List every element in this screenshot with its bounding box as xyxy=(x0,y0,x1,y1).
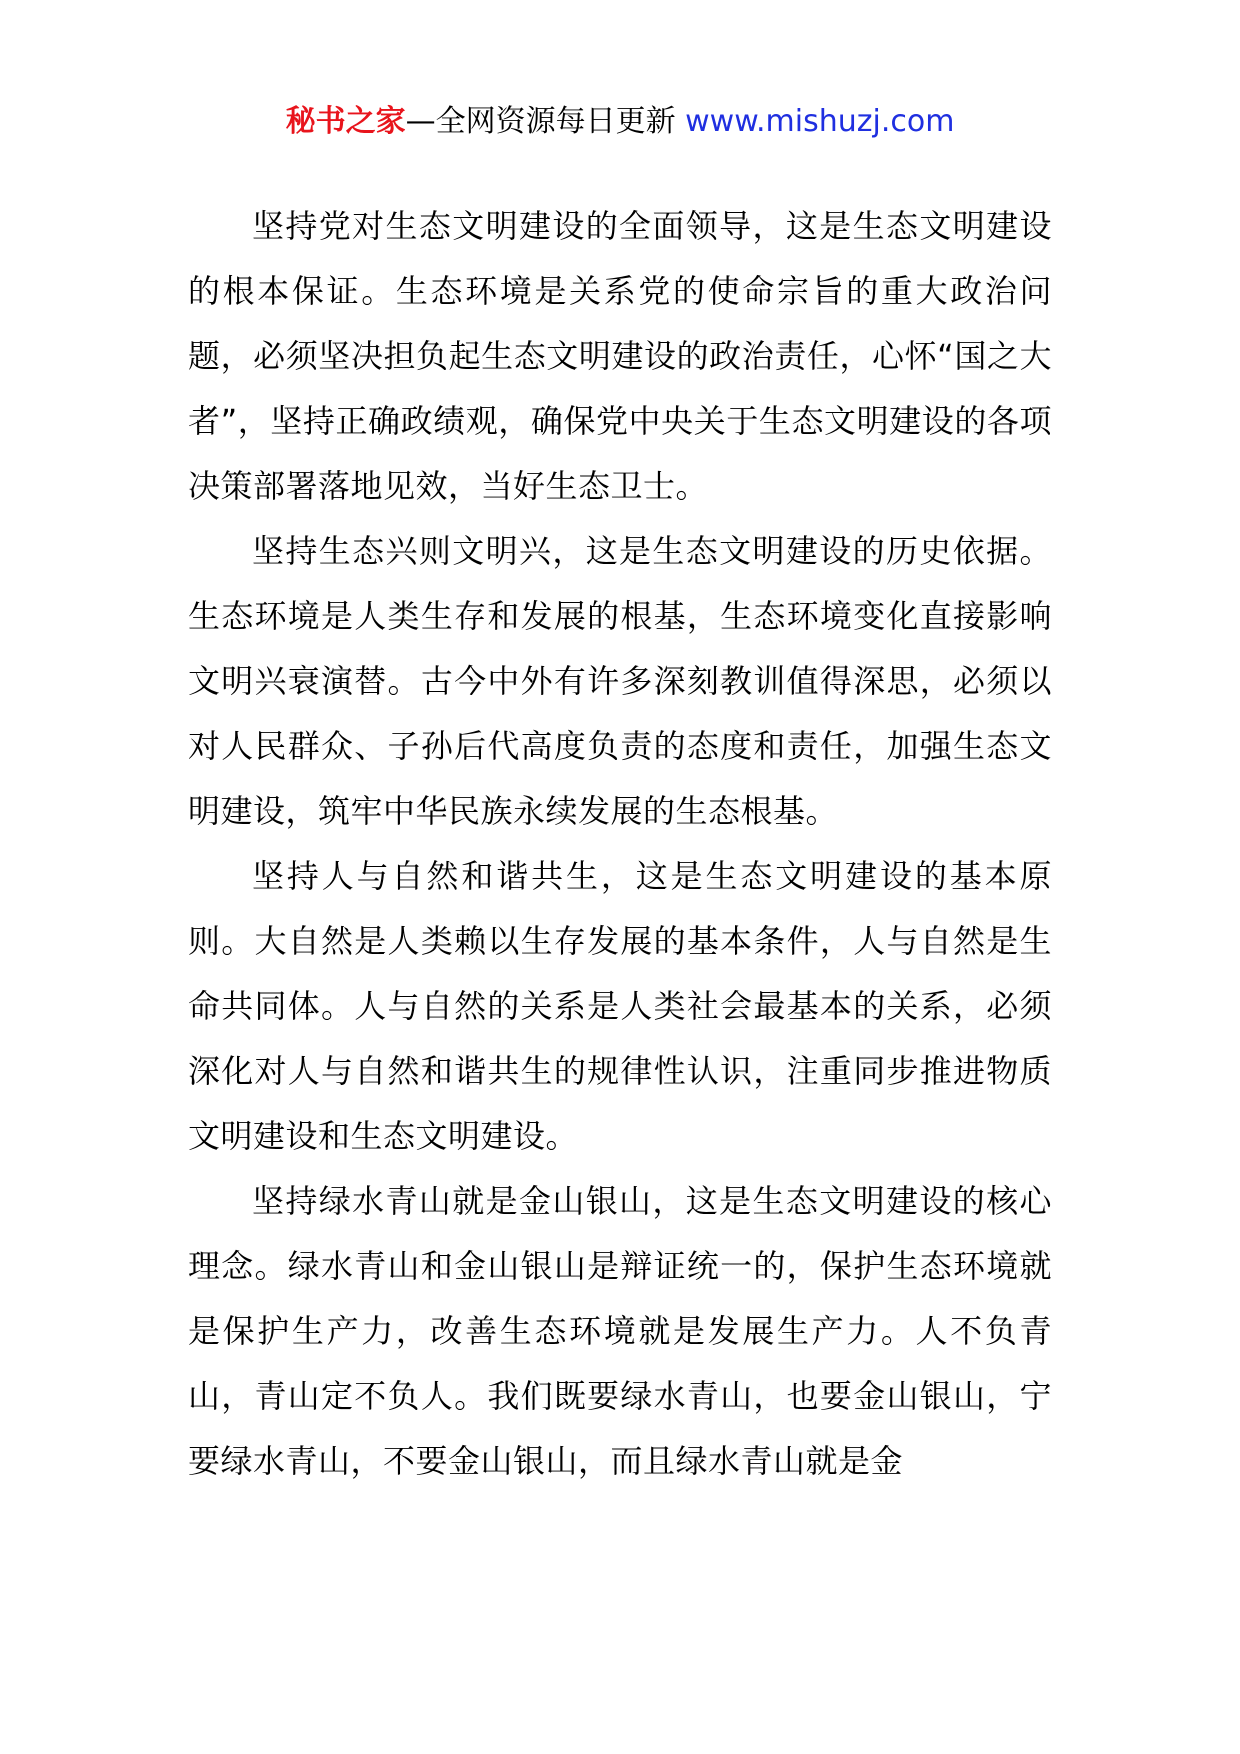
page-header xyxy=(0,100,1240,144)
document-body xyxy=(188,194,1052,1494)
paragraph: 坚持生态兴则文明兴，这是生态文明建设的历史依据。生态环境是人类生存和发展的根基，生态环境变化直接影响文明兴衰演替。古今中外有许多深刻教训值得深思，必须以对人民群众、子孙后代高度负责的态度和责任，加强生态文明建设，筑牢中华民族永续发展的生态根基。 xyxy=(188,532,1052,830)
brand-name: 秘书之家 xyxy=(285,104,406,139)
paragraph: 坚持绿水青山就是金山银山，这是生态文明建设的核心理念。绿水青山和金山银山是辩证统一的，保护生态环境就是保护生产力，改善生态环境就是发展生产力。人不负青山，青山定不负人。我们既要绿水青山，也要金山银山，宁要绿水青山，不要金山银山，而且绿水青山就是金 xyxy=(188,1182,1052,1480)
header-slogan: —全网资源每日更新 xyxy=(405,104,686,139)
site-url-link[interactable]: www.mishuzj.com xyxy=(685,104,955,139)
paragraph: 坚持党对生态文明建设的全面领导，这是生态文明建设的根本保证。生态环境是关系党的使命宗旨的重大政治问题，必须坚决担负起生态文明建设的政治责任，心怀“国之大者”，坚持正确政绩观，确保党中央关于生态文明建设的各项决策部署落地见效，当好生态卫士。 xyxy=(188,207,1052,505)
paragraph: 坚持人与自然和谐共生，这是生态文明建设的基本原则。大自然是人类赖以生存发展的基本条件，人与自然是生命共同体。人与自然的关系是人类社会最基本的关系，必须深化对人与自然和谐共生的规律性认识，注重同步推进物质文明建设和生态文明建设。 xyxy=(188,857,1052,1155)
